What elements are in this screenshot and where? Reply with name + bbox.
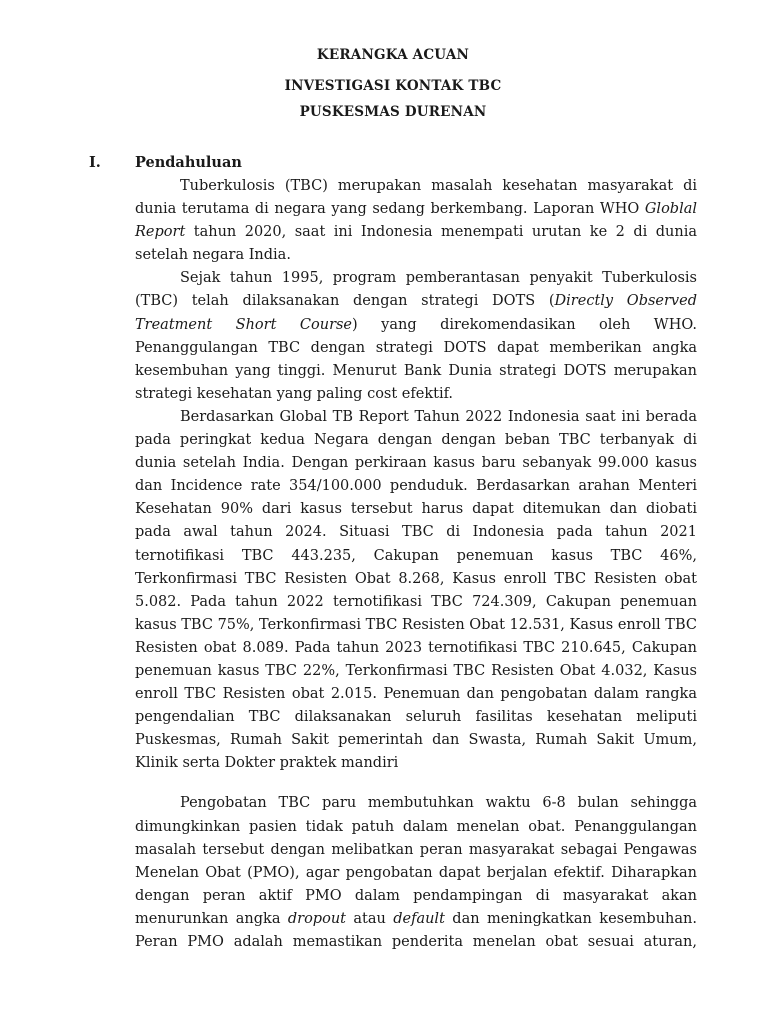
p4-text-e: dan meningkatkan kesembuhan. Peran PMO adalah memastikan penderita menelan obat sesuai aturan, xyxy=(135,910,697,950)
section-number: I. xyxy=(89,154,101,171)
p2-italic: Directly Observed Treatment Short Course xyxy=(135,293,697,333)
p1-text-c: tahun 2020, saat ini Indonesia menempati urutan ke 2 di dunia setelah negara India. xyxy=(135,224,697,264)
p2-text-c: ) yang direkomendasikan oleh WHO. Penanggulangan TBC dengan strategi DOTS dapat memberikan angka kesembuhan yang tinggi. Menurut Bank Dunia strategi DOTS merupakan strategi kesehatan yang paling cost efektif. xyxy=(135,316,697,402)
p1-text-a: Tuberkulosis (TBC) merupakan masalah kesehatan masyarakat di dunia terutama di negara yang sedang berkembang. Laporan WHO xyxy=(135,178,697,218)
paragraph-2 xyxy=(135,267,697,406)
body-text xyxy=(135,175,697,954)
paragraph-4 xyxy=(135,792,697,954)
p4-text-a: Pengobatan TBC paru membutuhkan waktu 6-8 bulan sehingga dimungkinkan pasien tidak patuh dalam menelan obat. Penanggulangan masalah tersebut dengan melibatkan peran masyarakat sebagai Pengawas Menelan Obat (PMO), agar pengobatan dapat berjalan efektif. Diharapkan dengan peran aktif PMO dalam pendampingan di masyarakat akan menurunkan angka xyxy=(135,795,697,927)
p4-italic-default: default xyxy=(393,910,445,927)
doc-title-line-2: INVESTIGASI KONTAK TBC xyxy=(284,78,502,94)
p4-text-c: atau xyxy=(345,910,394,927)
p2-text-a: Sejak tahun 1995, program pemberantasan penyakit Tuberkulosis (TBC) telah dilaksanakan dengan strategi DOTS ( xyxy=(135,270,697,310)
paragraph-3: Berdasarkan Global TB Report Tahun 2022 Indonesia saat ini berada pada peringkat kedua Negara dengan dengan beban TBC terbanyak di dunia setelah India. Dengan perkiraan kasus baru sebanyak 99.000 kasus dan Incidence rate 354/100.000 penduduk. Berdasarkan arahan Menteri Kesehatan 90% dari kasus tersebut harus dapat ditemukan dan diobati pada awal tahun 2024. Situasi TBC di Indonesia pada tahun 2021 ternotifikasi TBC 443.235, Cakupan penemuan kasus TBC 46%, Terkonfirmasi TBC Resisten Obat 8.268, Kasus enroll TBC Resisten obat 5.082. Pada tahun 2022 ternotifikasi TBC 724.309, Cakupan penemuan kasus TBC 75%, Terkonfirmasi TBC Resisten Obat 12.531, Kasus enroll TBC Resisten obat 8.089. Pada tahun 2023 ternotifikasi TBC 210.645, Cakupan penemuan kasus TBC 22%, Terkonfirmasi TBC Resisten Obat 4.032, Kasus enroll TBC Resisten obat 2.015. Penemuan dan pengobatan dalam rangka pengendalian TBC dilaksanakan seluruh fasilitas kesehatan meliputi Puskesmas, Rumah Sakit pemerintah dan Swasta, Rumah Sakit Umum, Klinik serta Dokter praktek mandiri xyxy=(135,408,697,772)
paragraph-1 xyxy=(135,175,697,267)
p4-italic-dropout: dropout xyxy=(287,910,346,927)
doc-title-line-3: PUSKESMAS DURENAN xyxy=(299,104,487,120)
section-title: Pendahuluan xyxy=(135,154,242,171)
p1-italic: Globlal Report xyxy=(135,201,697,241)
doc-title-line-1: KERANGKA ACUAN xyxy=(316,47,470,63)
